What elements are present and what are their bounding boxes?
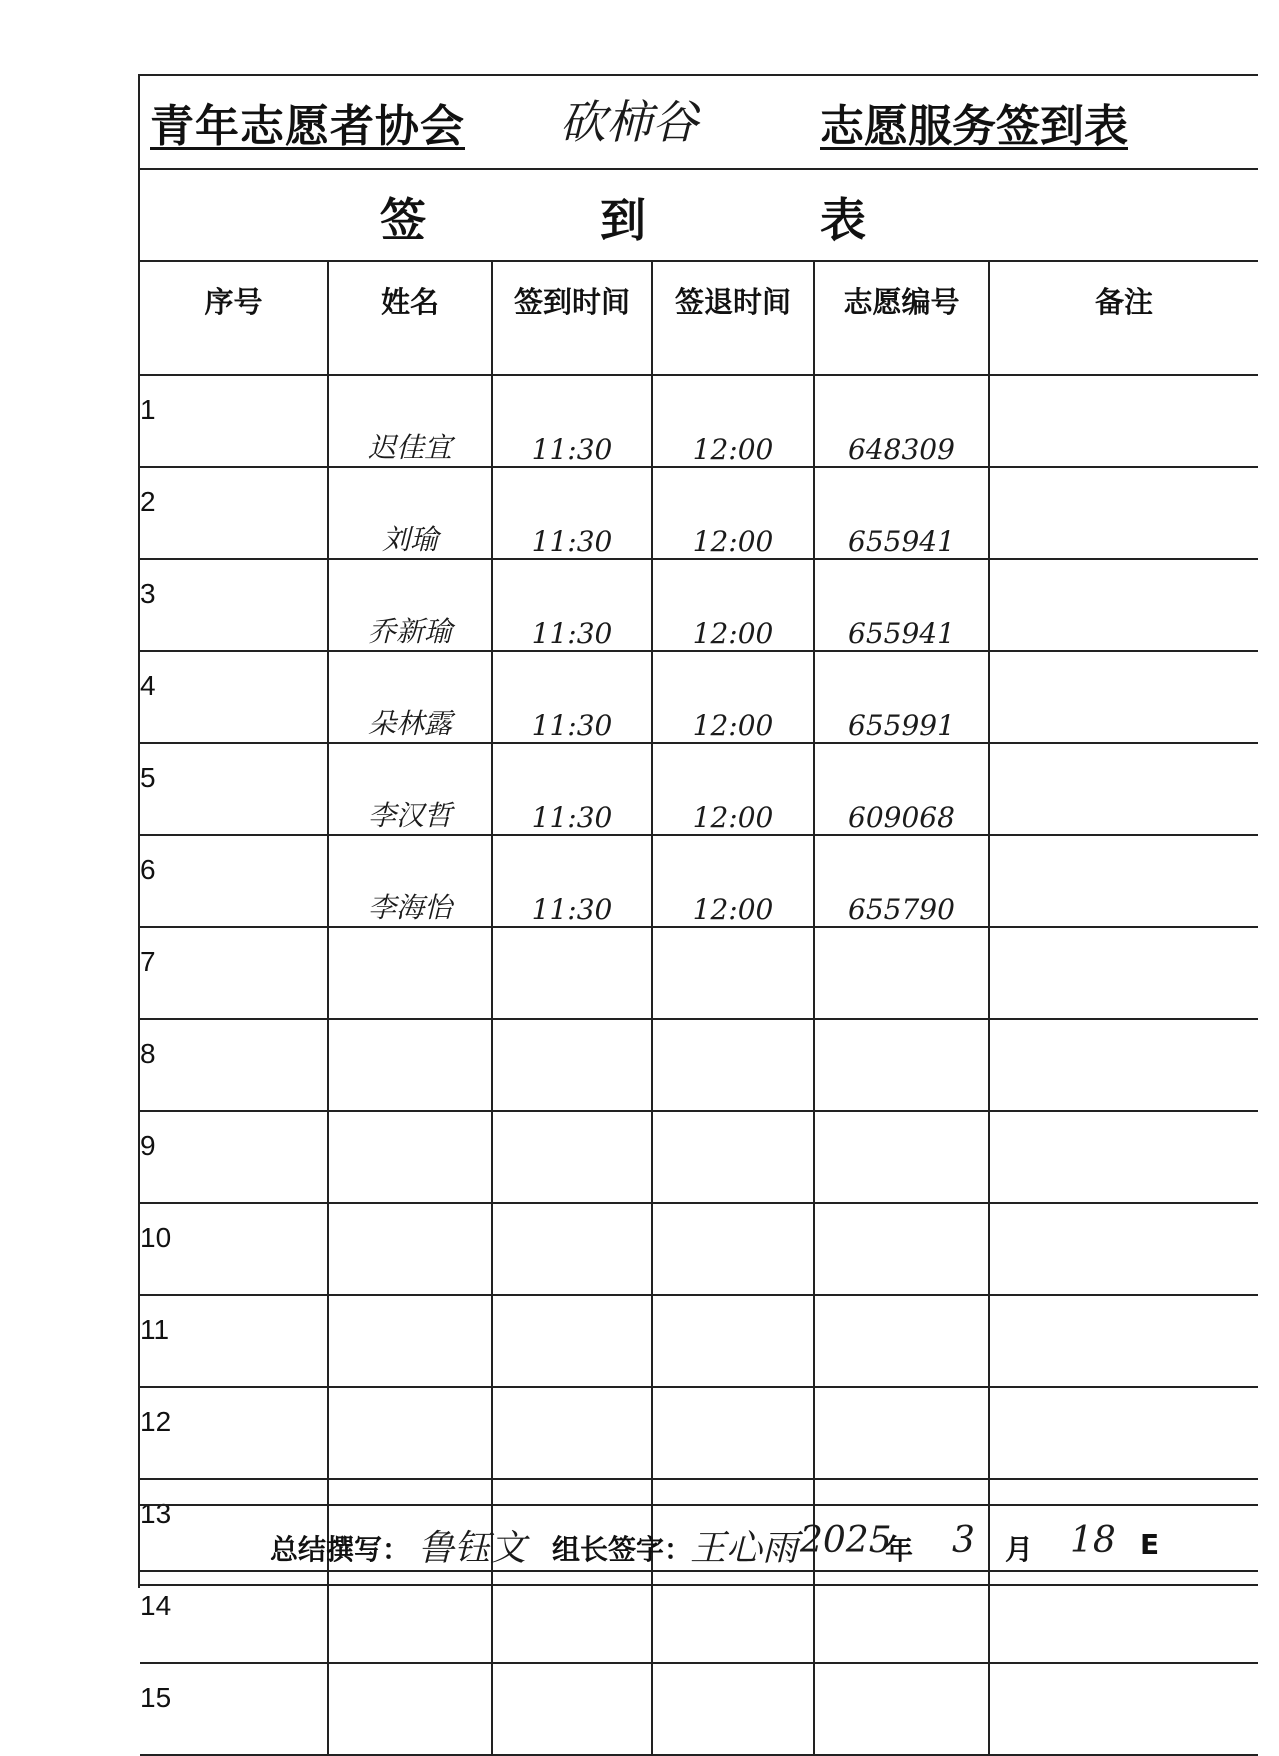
caption-row <box>140 168 1258 262</box>
sign-in-time-cell <box>492 1111 652 1203</box>
name-cell: 朵林露 <box>328 651 492 743</box>
sign-in-time-cell <box>492 1295 652 1387</box>
table-row <box>140 1295 1258 1387</box>
row-number: 8 <box>140 1019 328 1111</box>
note-cell <box>989 1111 1258 1203</box>
name-cell: 李海怡 <box>328 835 492 927</box>
sign-in-time-cell <box>492 1203 652 1295</box>
month-value: 3 <box>952 1520 975 1561</box>
sign-in-time-cell <box>492 927 652 1019</box>
year-label: 年 <box>885 1533 914 1566</box>
note-cell <box>989 835 1258 927</box>
year-value: 2025 <box>800 1520 892 1561</box>
volunteer-id-cell: 655941 <box>814 559 989 651</box>
col-header-no: 序号 <box>140 261 328 375</box>
table-row <box>140 835 1258 927</box>
sign-in-time-cell <box>492 1387 652 1479</box>
note-cell <box>989 651 1258 743</box>
table-row <box>140 467 1258 559</box>
sign-out-time-cell <box>652 1663 814 1755</box>
sign-out-time-cell: 12:00 <box>652 835 814 927</box>
volunteer-id-cell <box>814 927 989 1019</box>
note-cell <box>989 1019 1258 1111</box>
volunteer-id-cell: 655790 <box>814 835 989 927</box>
table-row <box>140 1019 1258 1111</box>
sign-in-time-cell: 11:30 <box>492 375 652 467</box>
name-cell: 乔新瑜 <box>328 559 492 651</box>
leader-signature: 王心雨 <box>690 1528 799 1569</box>
row-number: 3 <box>140 559 328 651</box>
sign-out-time-cell: 12:00 <box>652 467 814 559</box>
table-row <box>140 1387 1258 1479</box>
sign-out-time-cell: 12:00 <box>652 651 814 743</box>
header-row <box>140 76 1258 170</box>
caption-char-3: 表 <box>820 193 866 247</box>
row-number: 12 <box>140 1387 328 1479</box>
col-header-sign-out: 签退时间 <box>652 261 814 375</box>
name-cell <box>328 1387 492 1479</box>
note-cell <box>989 559 1258 651</box>
volunteer-id-cell: 609068 <box>814 743 989 835</box>
row-number: 9 <box>140 1111 328 1203</box>
volunteer-id-cell <box>814 1111 989 1203</box>
note-cell <box>989 743 1258 835</box>
sign-in-time-cell: 11:30 <box>492 743 652 835</box>
sign-out-time-cell <box>652 1387 814 1479</box>
form-title: 志愿服务签到表 <box>820 101 1128 152</box>
row-number: 13 <box>140 1479 328 1571</box>
table-header-row <box>140 261 1258 375</box>
table-row <box>140 927 1258 1019</box>
handwritten-place: 砍柿谷 <box>560 95 698 149</box>
caption-char-1: 签 <box>380 193 426 247</box>
volunteer-id-cell <box>814 1387 989 1479</box>
col-header-volunteer-id: 志愿编号 <box>814 261 989 375</box>
sign-out-time-cell <box>652 927 814 1019</box>
col-header-sign-in: 签到时间 <box>492 261 652 375</box>
summary-label: 总结撰写： <box>270 1533 411 1566</box>
row-number: 2 <box>140 467 328 559</box>
volunteer-id-cell <box>814 1295 989 1387</box>
name-cell <box>328 1019 492 1111</box>
sign-in-sheet <box>138 74 1258 1713</box>
month-label: 月 <box>1005 1533 1034 1566</box>
table-row <box>140 743 1258 835</box>
row-number: 14 <box>140 1571 328 1663</box>
caption-char-2: 到 <box>600 193 646 247</box>
note-cell <box>989 1295 1258 1387</box>
volunteer-id-cell: 648309 <box>814 375 989 467</box>
table-row <box>140 1663 1258 1755</box>
sign-out-time-cell <box>652 1203 814 1295</box>
org-name: 青年志愿者协会 <box>150 101 465 152</box>
table-row <box>140 1203 1258 1295</box>
row-number: 6 <box>140 835 328 927</box>
summary-signature: 鲁钰文 <box>418 1528 527 1569</box>
sign-out-time-cell <box>652 1295 814 1387</box>
name-cell <box>328 1111 492 1203</box>
volunteer-id-cell <box>814 1203 989 1295</box>
name-cell <box>328 1663 492 1755</box>
sign-in-time-cell: 11:30 <box>492 467 652 559</box>
table-row <box>140 375 1258 467</box>
row-number: 5 <box>140 743 328 835</box>
sign-out-time-cell <box>652 1019 814 1111</box>
volunteer-id-cell: 655941 <box>814 467 989 559</box>
volunteer-id-cell <box>814 1663 989 1755</box>
sign-in-time-cell <box>492 1663 652 1755</box>
row-number: 4 <box>140 651 328 743</box>
sign-out-time-cell: 12:00 <box>652 743 814 835</box>
volunteer-id-cell <box>814 1019 989 1111</box>
note-cell <box>989 1663 1258 1755</box>
note-cell <box>989 1387 1258 1479</box>
sign-in-time-cell: 11:30 <box>492 559 652 651</box>
sign-in-time-cell: 11:30 <box>492 651 652 743</box>
table-row <box>140 651 1258 743</box>
table-row <box>140 559 1258 651</box>
sign-in-time-cell <box>492 1019 652 1111</box>
footer-row <box>140 1504 1258 1586</box>
note-cell <box>989 1203 1258 1295</box>
name-cell: 刘瑜 <box>328 467 492 559</box>
col-header-name: 姓名 <box>328 261 492 375</box>
name-cell <box>328 1295 492 1387</box>
note-cell <box>989 375 1258 467</box>
table-row <box>140 1111 1258 1203</box>
name-cell: 李汉哲 <box>328 743 492 835</box>
sign-out-time-cell: 12:00 <box>652 559 814 651</box>
name-cell <box>328 927 492 1019</box>
day-label: E <box>1140 1528 1160 1561</box>
row-number: 15 <box>140 1663 328 1755</box>
row-number: 1 <box>140 375 328 467</box>
volunteer-id-cell: 655991 <box>814 651 989 743</box>
day-value: 18 <box>1070 1520 1116 1561</box>
row-number: 7 <box>140 927 328 1019</box>
col-header-note: 备注 <box>989 261 1258 375</box>
note-cell <box>989 467 1258 559</box>
note-cell <box>989 927 1258 1019</box>
row-number: 11 <box>140 1295 328 1387</box>
row-number: 10 <box>140 1203 328 1295</box>
name-cell: 迟佳宜 <box>328 375 492 467</box>
sign-out-time-cell: 12:00 <box>652 375 814 467</box>
leader-label: 组长签字： <box>552 1533 693 1566</box>
name-cell <box>328 1203 492 1295</box>
sign-in-time-cell: 11:30 <box>492 835 652 927</box>
sign-out-time-cell <box>652 1111 814 1203</box>
